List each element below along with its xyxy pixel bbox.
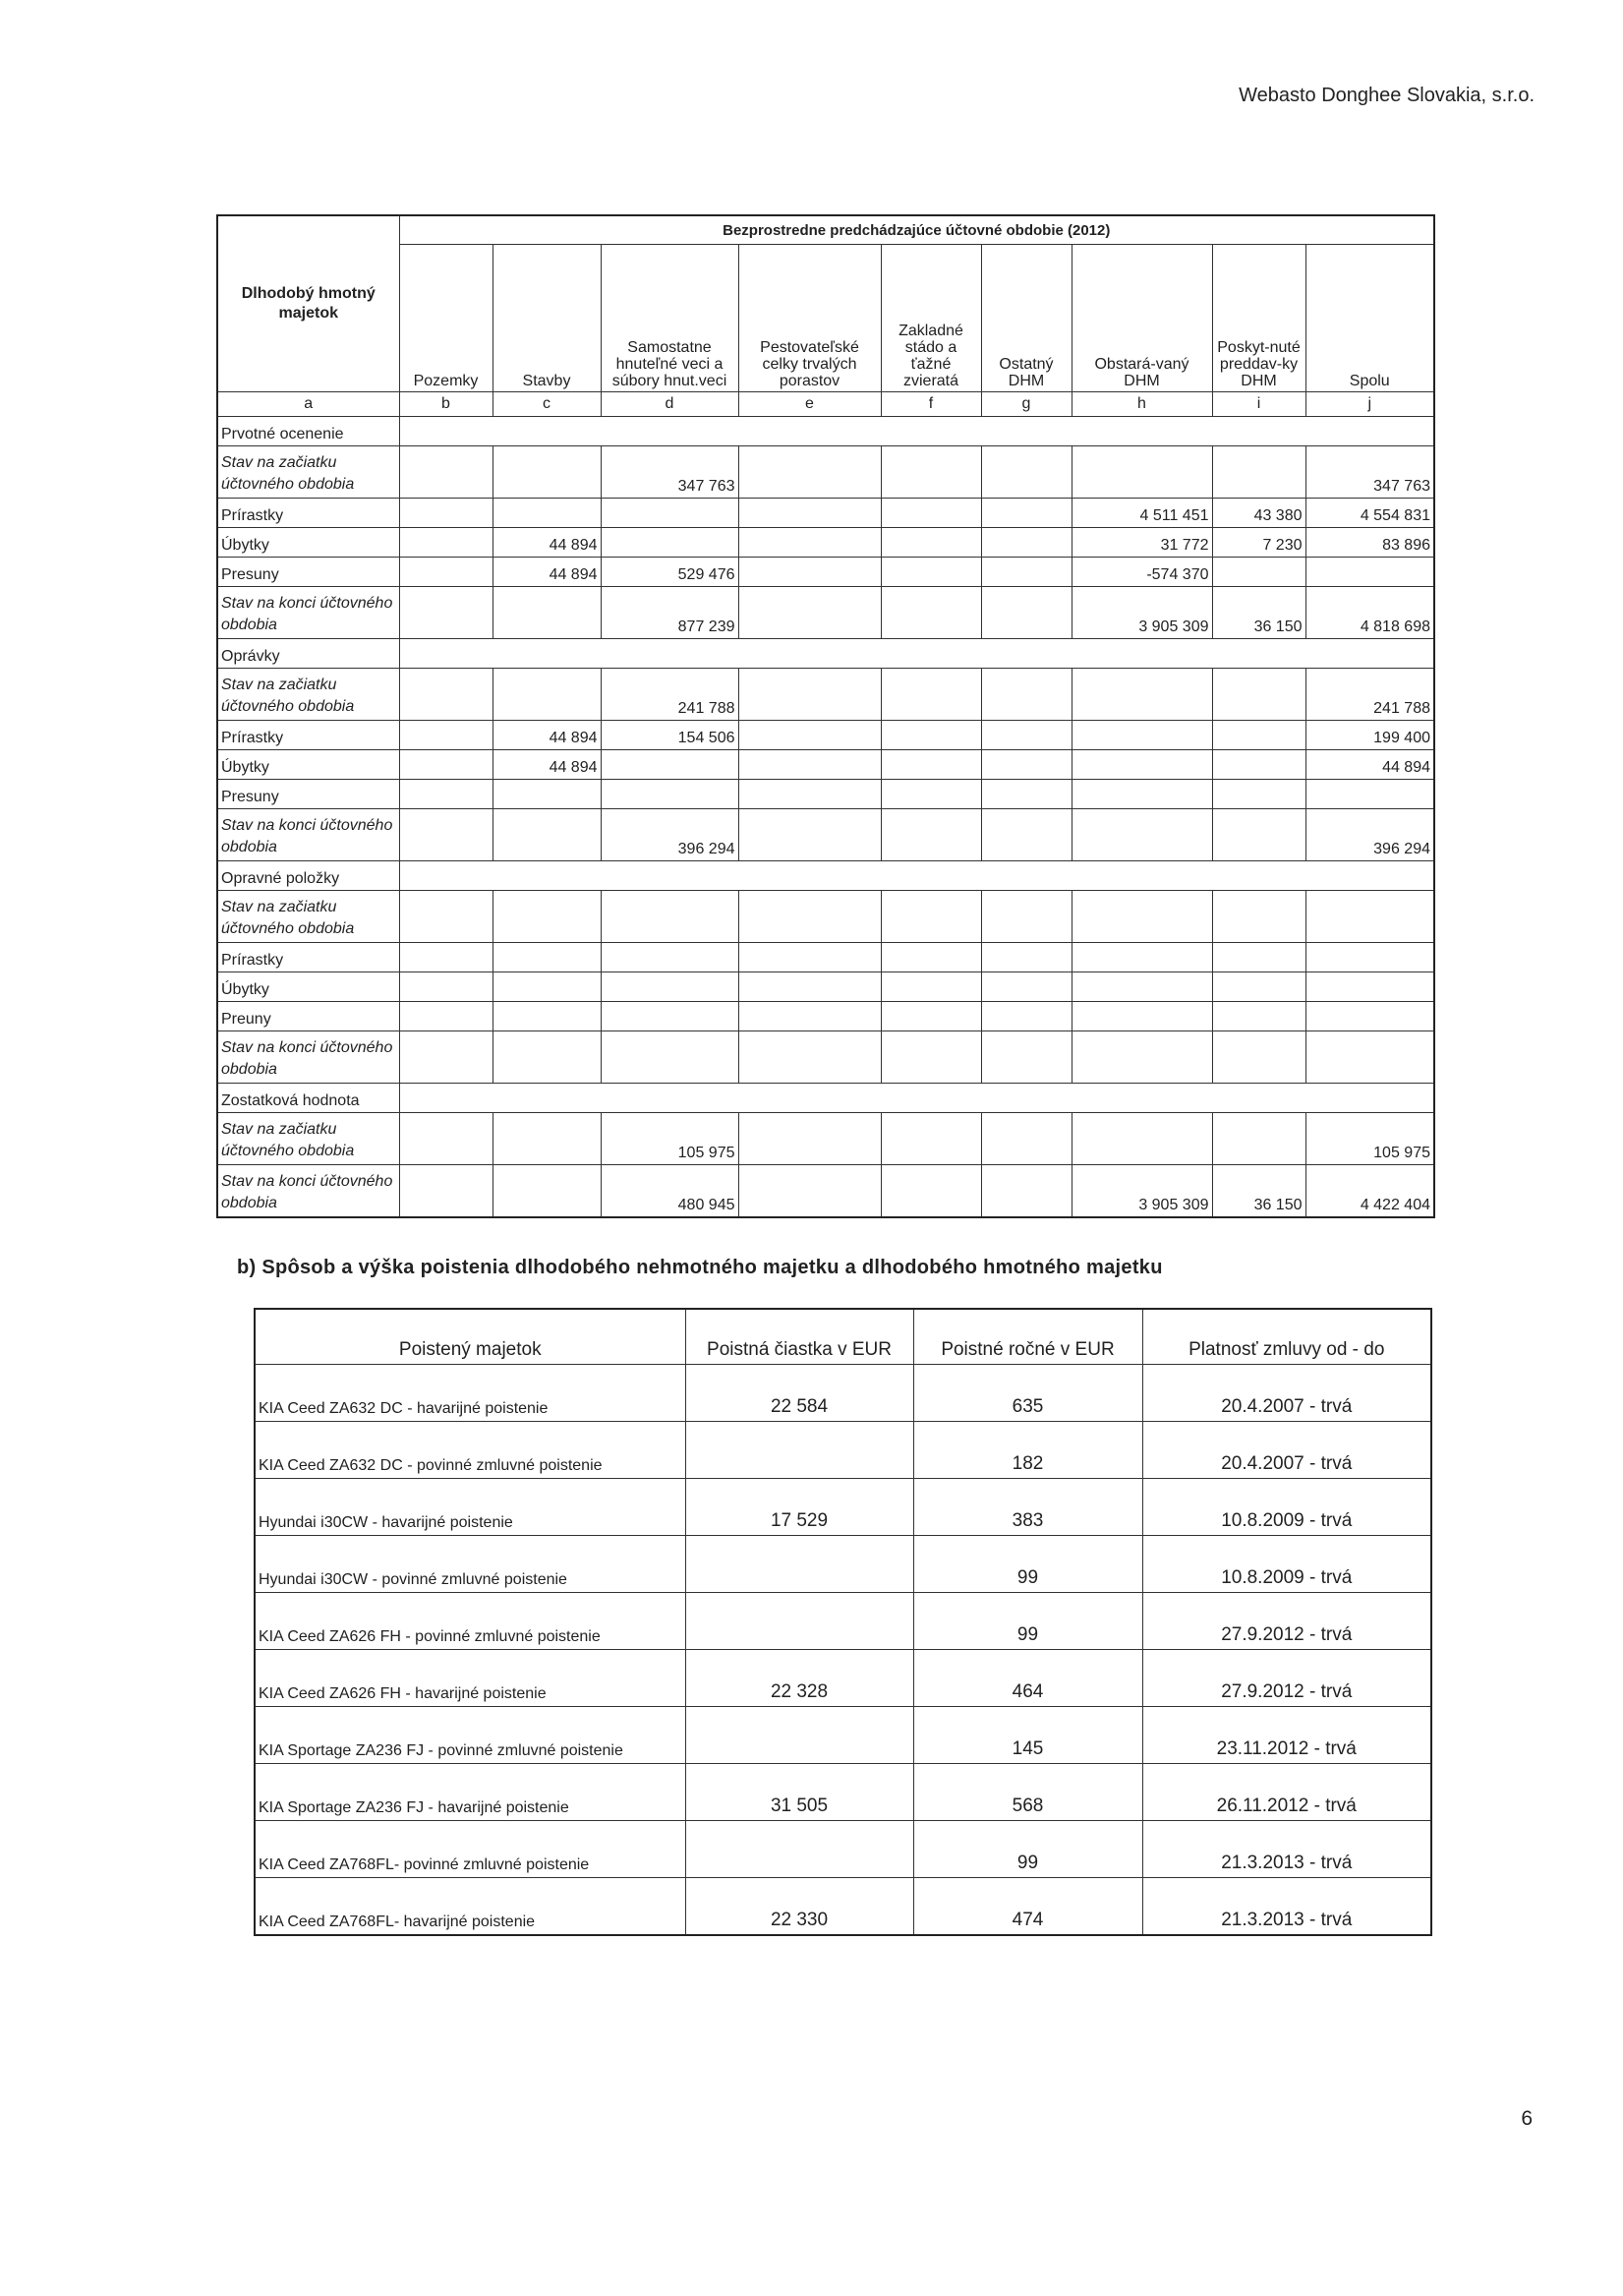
value-cell [601, 891, 738, 943]
value-cell [1212, 558, 1305, 587]
value-cell [601, 1031, 738, 1084]
value-cell: -574 370 [1072, 558, 1212, 587]
value-cell [1072, 721, 1212, 750]
annual-premium: 99 [913, 1536, 1142, 1593]
insured-asset: Hyundai i30CW - povinné zmluvné poistenie [255, 1536, 685, 1593]
value-cell [881, 528, 981, 558]
value-cell [1072, 809, 1212, 861]
value-cell: 3 905 309 [1072, 587, 1212, 639]
value-cell [738, 750, 881, 780]
value-cell [1212, 809, 1305, 861]
value-cell [738, 780, 881, 809]
value-cell [399, 943, 493, 972]
value-cell [881, 972, 981, 1002]
value-cell [981, 1165, 1072, 1218]
row-label: Stav na začiatku účtovného obdobia [217, 891, 399, 943]
insured-sum: 31 505 [685, 1764, 913, 1821]
value-cell [738, 891, 881, 943]
value-cell [399, 1031, 493, 1084]
value-cell [738, 1031, 881, 1084]
insurance-row [255, 1422, 1431, 1479]
value-cell [881, 1165, 981, 1218]
value-cell: 199 400 [1305, 721, 1434, 750]
contract-validity: 23.11.2012 - trvá [1142, 1707, 1431, 1764]
annual-premium: 464 [913, 1650, 1142, 1707]
contract-validity: 20.4.2007 - trvá [1142, 1365, 1431, 1422]
value-cell [1072, 891, 1212, 943]
value-cell: 31 772 [1072, 528, 1212, 558]
value-cell [881, 780, 981, 809]
row-label: Presuny [217, 780, 399, 809]
value-cell [981, 446, 1072, 499]
value-cell [399, 669, 493, 721]
table-row [217, 587, 1434, 639]
insured-asset: KIA Ceed ZA768FL- havarijné poistenie [255, 1878, 685, 1936]
column-header: Obstará-vaný DHM [1072, 245, 1212, 392]
value-cell [399, 587, 493, 639]
row-label: Preuny [217, 1002, 399, 1031]
column-header: Ostatný DHM [981, 245, 1072, 392]
value-cell [1072, 943, 1212, 972]
annual-premium: 145 [913, 1707, 1142, 1764]
value-cell: 36 150 [1212, 1165, 1305, 1218]
section-filler [399, 1084, 1434, 1113]
row-label: Stav na konci účtovného obdobia [217, 1165, 399, 1218]
table-row [217, 1002, 1434, 1031]
insured-sum: 22 330 [685, 1878, 913, 1936]
value-cell [601, 528, 738, 558]
section-row [217, 417, 1434, 446]
table-row [217, 528, 1434, 558]
value-cell: 44 894 [493, 558, 601, 587]
column-letter: a [217, 392, 399, 417]
column-letter: c [493, 392, 601, 417]
value-cell: 3 905 309 [1072, 1165, 1212, 1218]
table-row [217, 943, 1434, 972]
table-row [217, 669, 1434, 721]
value-cell [981, 972, 1072, 1002]
value-cell: 529 476 [601, 558, 738, 587]
value-cell [881, 587, 981, 639]
value-cell [399, 972, 493, 1002]
value-cell [881, 499, 981, 528]
value-cell [1305, 1031, 1434, 1084]
company-name: Webasto Donghee Slovakia, s.r.o. [1239, 85, 1535, 106]
value-cell [493, 1113, 601, 1165]
insured-sum: 17 529 [685, 1479, 913, 1536]
insurance-column-header: Poistné ročné v EUR [913, 1309, 1142, 1365]
section-row [217, 639, 1434, 669]
value-cell [493, 1165, 601, 1218]
value-cell [1072, 750, 1212, 780]
value-cell [399, 809, 493, 861]
value-cell: 480 945 [601, 1165, 738, 1218]
value-cell [881, 558, 981, 587]
value-cell [601, 943, 738, 972]
value-cell [1072, 1031, 1212, 1084]
column-letter: e [738, 392, 881, 417]
insurance-row [255, 1650, 1431, 1707]
value-cell [1072, 972, 1212, 1002]
value-cell [399, 780, 493, 809]
value-cell: 43 380 [1212, 499, 1305, 528]
value-cell [1305, 558, 1434, 587]
row-label: Stav na konci účtovného obdobia [217, 587, 399, 639]
column-letter: i [1212, 392, 1305, 417]
insured-asset: KIA Ceed ZA768FL- povinné zmluvné poistenie [255, 1821, 685, 1878]
value-cell [399, 1165, 493, 1218]
column-header: Stavby [493, 245, 601, 392]
table-row [217, 1113, 1434, 1165]
insured-asset: KIA Sportage ZA236 FJ - povinné zmluvné poistenie [255, 1707, 685, 1764]
annual-premium: 474 [913, 1878, 1142, 1936]
value-cell: 44 894 [1305, 750, 1434, 780]
value-cell [981, 558, 1072, 587]
insured-asset: Hyundai i30CW - havarijné poistenie [255, 1479, 685, 1536]
value-cell [1072, 780, 1212, 809]
annual-premium: 635 [913, 1365, 1142, 1422]
value-cell [738, 499, 881, 528]
row-label: Stav na konci účtovného obdobia [217, 809, 399, 861]
value-cell [981, 1031, 1072, 1084]
period-title: Bezprostredne predchádzajúce účtovné obdobie (2012) [399, 215, 1434, 245]
value-cell: 4 554 831 [1305, 499, 1434, 528]
column-letter: h [1072, 392, 1212, 417]
value-cell [399, 750, 493, 780]
value-cell [881, 669, 981, 721]
table-row [217, 891, 1434, 943]
annual-premium: 99 [913, 1821, 1142, 1878]
annual-premium: 99 [913, 1593, 1142, 1650]
row-label: Úbytky [217, 972, 399, 1002]
insured-sum [685, 1422, 913, 1479]
insured-asset: KIA Sportage ZA236 FJ - havarijné poistenie [255, 1764, 685, 1821]
value-cell [1212, 780, 1305, 809]
value-cell [738, 809, 881, 861]
value-cell [399, 1113, 493, 1165]
insurance-row [255, 1764, 1431, 1821]
section-title: Opravné položky [217, 861, 399, 891]
value-cell: 241 788 [601, 669, 738, 721]
column-header: Pozemky [399, 245, 493, 392]
insured-asset: KIA Ceed ZA632 DC - havarijné poistenie [255, 1365, 685, 1422]
value-cell [601, 972, 738, 1002]
table-row [217, 558, 1434, 587]
column-letter: g [981, 392, 1072, 417]
value-cell [981, 587, 1072, 639]
insured-asset: KIA Ceed ZA626 FH - povinné zmluvné poistenie [255, 1593, 685, 1650]
value-cell [981, 721, 1072, 750]
value-cell: 396 294 [601, 809, 738, 861]
insurance-row [255, 1707, 1431, 1764]
value-cell [981, 891, 1072, 943]
column-header: Samostatne hnuteľné veci a súbory hnut.veci [601, 245, 738, 392]
insurance-column-header: Platnosť zmluvy od - do [1142, 1309, 1431, 1365]
value-cell: 44 894 [493, 528, 601, 558]
value-cell [881, 891, 981, 943]
contract-validity: 27.9.2012 - trvá [1142, 1593, 1431, 1650]
contract-validity: 27.9.2012 - trvá [1142, 1650, 1431, 1707]
insurance-heading: b) Spôsob a výška poistenia dlhodobého nehmotného majetku a dlhodobého hmotného majetku [237, 1257, 1163, 1278]
section-row [217, 861, 1434, 891]
value-cell [1305, 780, 1434, 809]
insurance-row [255, 1593, 1431, 1650]
insured-asset: KIA Ceed ZA632 DC - povinné zmluvné poistenie [255, 1422, 685, 1479]
value-cell [738, 1165, 881, 1218]
value-cell [1212, 669, 1305, 721]
value-cell [981, 1113, 1072, 1165]
contract-validity: 20.4.2007 - trvá [1142, 1422, 1431, 1479]
value-cell [399, 499, 493, 528]
value-cell [738, 528, 881, 558]
value-cell [881, 750, 981, 780]
contract-validity: 10.8.2009 - trvá [1142, 1479, 1431, 1536]
insurance-row [255, 1878, 1431, 1936]
value-cell: 44 894 [493, 750, 601, 780]
value-cell [1212, 446, 1305, 499]
value-cell [1212, 721, 1305, 750]
row-label: Prírastky [217, 721, 399, 750]
value-cell [493, 809, 601, 861]
value-cell: 105 975 [1305, 1113, 1434, 1165]
column-letter: f [881, 392, 981, 417]
value-cell [1072, 1002, 1212, 1031]
value-cell [981, 780, 1072, 809]
value-cell: 154 506 [601, 721, 738, 750]
value-cell [493, 499, 601, 528]
value-cell [399, 446, 493, 499]
value-cell [881, 1113, 981, 1165]
row-label: Stav na konci účtovného obdobia [217, 1031, 399, 1084]
insurance-row [255, 1821, 1431, 1878]
value-cell [601, 1002, 738, 1031]
table-row [217, 1031, 1434, 1084]
row-label: Stav na začiatku účtovného obdobia [217, 1113, 399, 1165]
value-cell [981, 750, 1072, 780]
insured-sum: 22 584 [685, 1365, 913, 1422]
value-cell [981, 669, 1072, 721]
value-cell: 241 788 [1305, 669, 1434, 721]
table-row [217, 972, 1434, 1002]
table-row [217, 809, 1434, 861]
value-cell [1072, 1113, 1212, 1165]
value-cell [881, 943, 981, 972]
value-cell: 396 294 [1305, 809, 1434, 861]
value-cell [1212, 972, 1305, 1002]
section-title: Zostatková hodnota [217, 1084, 399, 1113]
value-cell [981, 528, 1072, 558]
row-label: Prírastky [217, 499, 399, 528]
table-row [217, 446, 1434, 499]
value-cell [738, 558, 881, 587]
column-header: Poskyt-nuté preddav-ky DHM [1212, 245, 1305, 392]
value-cell [1212, 1002, 1305, 1031]
insured-sum [685, 1821, 913, 1878]
value-cell [738, 721, 881, 750]
value-cell: 83 896 [1305, 528, 1434, 558]
row-label: Prírastky [217, 943, 399, 972]
value-cell [1072, 446, 1212, 499]
section-title: Prvotné ocenenie [217, 417, 399, 446]
value-cell [738, 1113, 881, 1165]
table-row [217, 1165, 1434, 1218]
insurance-column-header: Poistná čiastka v EUR [685, 1309, 913, 1365]
long-term-tangible-assets-table [216, 214, 1435, 1218]
annual-premium: 182 [913, 1422, 1142, 1479]
value-cell [399, 528, 493, 558]
value-cell [493, 446, 601, 499]
table-row [217, 750, 1434, 780]
column-letter: d [601, 392, 738, 417]
value-cell [493, 587, 601, 639]
value-cell [738, 943, 881, 972]
column-header: Spolu [1305, 245, 1434, 392]
value-cell [881, 446, 981, 499]
insurance-row [255, 1365, 1431, 1422]
row-label: Stav na začiatku účtovného obdobia [217, 669, 399, 721]
insurance-row [255, 1479, 1431, 1536]
column-letter: b [399, 392, 493, 417]
insured-asset: KIA Ceed ZA626 FH - havarijné poistenie [255, 1650, 685, 1707]
value-cell [1212, 891, 1305, 943]
value-cell: 347 763 [601, 446, 738, 499]
value-cell: 877 239 [601, 587, 738, 639]
value-cell [881, 809, 981, 861]
row-label: Úbytky [217, 528, 399, 558]
table-row [217, 780, 1434, 809]
column-header: Zakladné stádo a ťažné zvieratá [881, 245, 981, 392]
column-header: Pestovateľské celky trvalých porastov [738, 245, 881, 392]
value-cell [881, 721, 981, 750]
value-cell [399, 1002, 493, 1031]
insurance-table [254, 1308, 1432, 1936]
value-cell: 44 894 [493, 721, 601, 750]
annual-premium: 383 [913, 1479, 1142, 1536]
value-cell [493, 1002, 601, 1031]
insurance-column-header: Poistený majetok [255, 1309, 685, 1365]
section-row [217, 1084, 1434, 1113]
value-cell [738, 1002, 881, 1031]
contract-validity: 21.3.2013 - trvá [1142, 1878, 1431, 1936]
section-title: Oprávky [217, 639, 399, 669]
contract-validity: 10.8.2009 - trvá [1142, 1536, 1431, 1593]
row-label: Stav na začiatku účtovného obdobia [217, 446, 399, 499]
value-cell [493, 780, 601, 809]
value-cell: 4 511 451 [1072, 499, 1212, 528]
value-cell [1305, 943, 1434, 972]
value-cell [601, 780, 738, 809]
corner-label: Dlhodobý hmotný majetok [217, 215, 399, 392]
table-row [217, 721, 1434, 750]
section-filler [399, 417, 1434, 446]
value-cell [1212, 943, 1305, 972]
value-cell [1212, 750, 1305, 780]
value-cell [493, 943, 601, 972]
page-number: 6 [1521, 2107, 1533, 2130]
value-cell [399, 721, 493, 750]
value-cell [981, 1002, 1072, 1031]
section-filler [399, 861, 1434, 891]
value-cell: 7 230 [1212, 528, 1305, 558]
value-cell [601, 750, 738, 780]
value-cell: 4 422 404 [1305, 1165, 1434, 1218]
value-cell [981, 809, 1072, 861]
row-label: Presuny [217, 558, 399, 587]
value-cell [1212, 1113, 1305, 1165]
column-letter: j [1305, 392, 1434, 417]
value-cell [601, 499, 738, 528]
value-cell [493, 1031, 601, 1084]
value-cell [881, 1002, 981, 1031]
annual-premium: 568 [913, 1764, 1142, 1821]
value-cell [493, 972, 601, 1002]
value-cell [493, 891, 601, 943]
value-cell [399, 558, 493, 587]
value-cell [981, 943, 1072, 972]
contract-validity: 26.11.2012 - trvá [1142, 1764, 1431, 1821]
value-cell [493, 669, 601, 721]
value-cell: 4 818 698 [1305, 587, 1434, 639]
value-cell [981, 499, 1072, 528]
value-cell [738, 587, 881, 639]
value-cell [738, 446, 881, 499]
value-cell [399, 891, 493, 943]
section-filler [399, 639, 1434, 669]
value-cell: 347 763 [1305, 446, 1434, 499]
contract-validity: 21.3.2013 - trvá [1142, 1821, 1431, 1878]
value-cell [738, 669, 881, 721]
insured-sum: 22 328 [685, 1650, 913, 1707]
value-cell [1212, 1031, 1305, 1084]
value-cell [1305, 972, 1434, 1002]
value-cell [881, 1031, 981, 1084]
insurance-row [255, 1536, 1431, 1593]
value-cell [738, 972, 881, 1002]
value-cell: 36 150 [1212, 587, 1305, 639]
value-cell [1305, 891, 1434, 943]
insured-sum [685, 1593, 913, 1650]
value-cell [1072, 669, 1212, 721]
value-cell [1305, 1002, 1434, 1031]
value-cell: 105 975 [601, 1113, 738, 1165]
row-label: Úbytky [217, 750, 399, 780]
insured-sum [685, 1707, 913, 1764]
table-row [217, 499, 1434, 528]
insured-sum [685, 1536, 913, 1593]
